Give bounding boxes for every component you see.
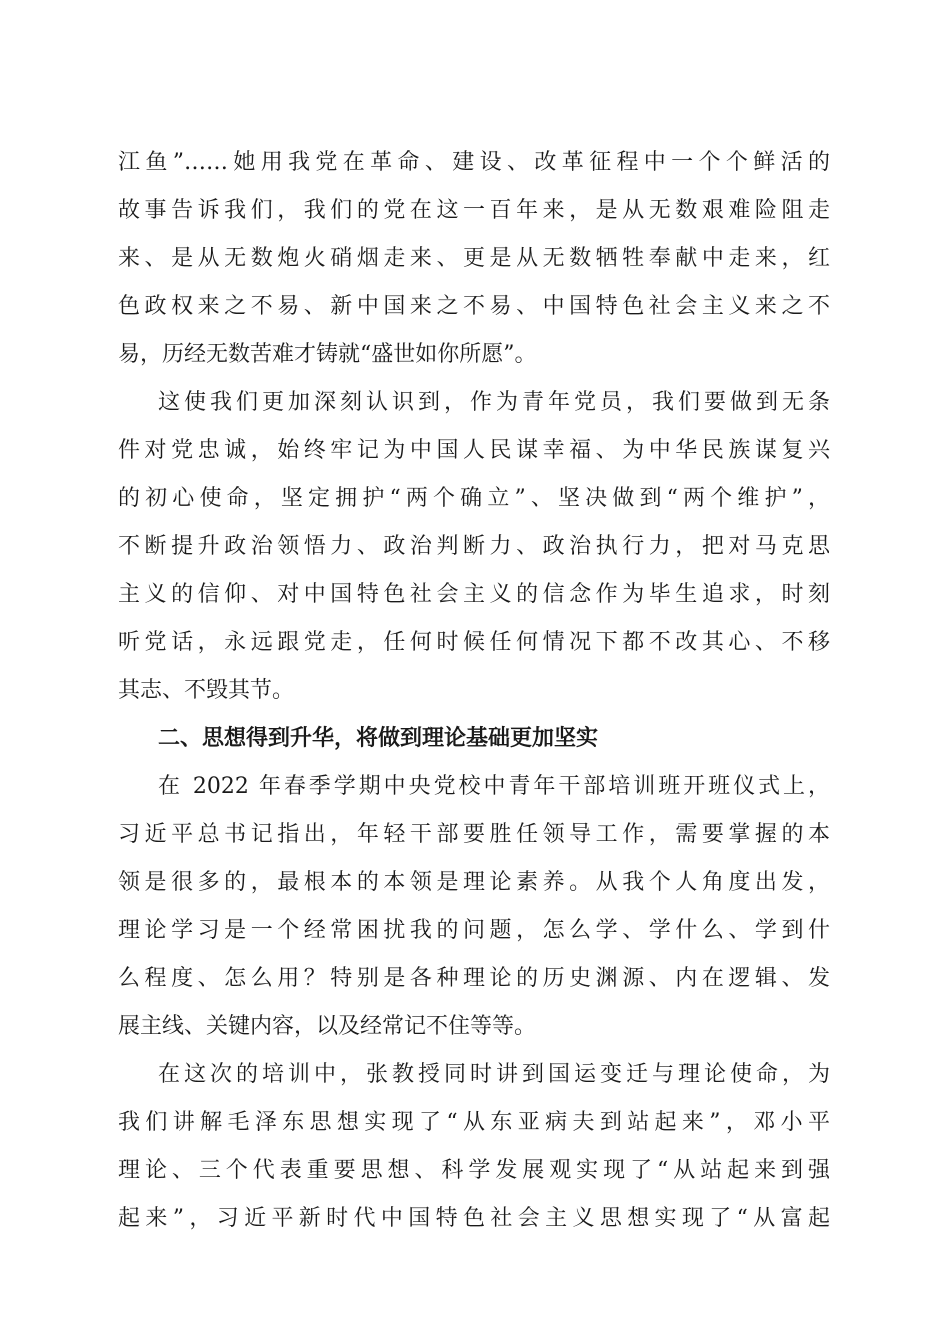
paragraph-line: 我们讲解毛泽东思想实现了“从东亚病夫到站起来”，邓小平 (118, 1110, 830, 1135)
paragraph-line: 听党话，永远跟党走，任何时候任何情况下都不改其心、不移 (118, 630, 830, 655)
paragraph-line: 易，历经无数苦难才铸就“盛世如你所愿”。 (118, 342, 537, 367)
paragraph-line: 领是很多的，最根本的本领是理论素养。从我个人角度出发， (118, 870, 830, 895)
paragraph-line: 件对党忠诚，始终牢记为中国人民谋幸福、为中华民族谋复兴 (118, 438, 830, 463)
paragraph-2 (118, 379, 830, 715)
paragraph-line: 其志、不毁其节。 (118, 678, 295, 703)
paragraph-line: 的初心使命，坚定拥护“两个确立”、坚决做到“两个维护”， (118, 486, 830, 511)
paragraph-1 (118, 139, 830, 379)
paragraph-line: 故事告诉我们，我们的党在这一百年来，是从无数艰难险阻走 (118, 198, 830, 223)
paragraph-line: 起来”，习近平新时代中国特色社会主义思想实现了“从富起 (118, 1206, 830, 1231)
paragraph-line: 色政权来之不易、新中国来之不易、中国特色社会主义来之不 (118, 294, 830, 319)
section-heading (118, 715, 830, 763)
paragraph-3 (118, 763, 830, 1051)
paragraph-line: 在这次的培训中，张教授同时讲到国运变迁与理论使命，为 (158, 1062, 830, 1087)
paragraph-line: 来、是从无数炮火硝烟走来、更是从无数牺牲奉献中走来，红 (118, 246, 830, 271)
paragraph-line: 不断提升政治领悟力、政治判断力、政治执行力，把对马克思 (118, 534, 830, 559)
paragraph-line: 习近平总书记指出，年轻干部要胜任领导工作，需要掌握的本 (118, 822, 830, 847)
paragraph-line: 这使我们更加深刻认识到，作为青年党员，我们要做到无条 (158, 390, 830, 415)
paragraph-line: 江鱼”……她用我党在革命、建设、改革征程中一个个鲜活的 (118, 150, 830, 175)
paragraph-line: 理论学习是一个经常困扰我的问题，怎么学、学什么、学到什 (118, 918, 830, 943)
paragraph-line: 在 2022 年春季学期中央党校中青年干部培训班开班仪式上， (158, 774, 830, 799)
section-heading-text: 二、思想得到升华，将做到理论基础更加坚实 (158, 726, 599, 751)
document-body (118, 139, 830, 1243)
paragraph-line: 展主线、关键内容，以及经常记不住等等。 (118, 1014, 537, 1039)
paragraph-4 (118, 1051, 830, 1243)
paragraph-line: 主义的信仰、对中国特色社会主义的信念作为毕生追求，时刻 (118, 582, 830, 607)
paragraph-line: 理论、三个代表重要思想、科学发展观实现了“从站起来到强 (118, 1158, 830, 1183)
paragraph-line: 么程度、怎么用？特别是各种理论的历史渊源、内在逻辑、发 (118, 966, 830, 991)
